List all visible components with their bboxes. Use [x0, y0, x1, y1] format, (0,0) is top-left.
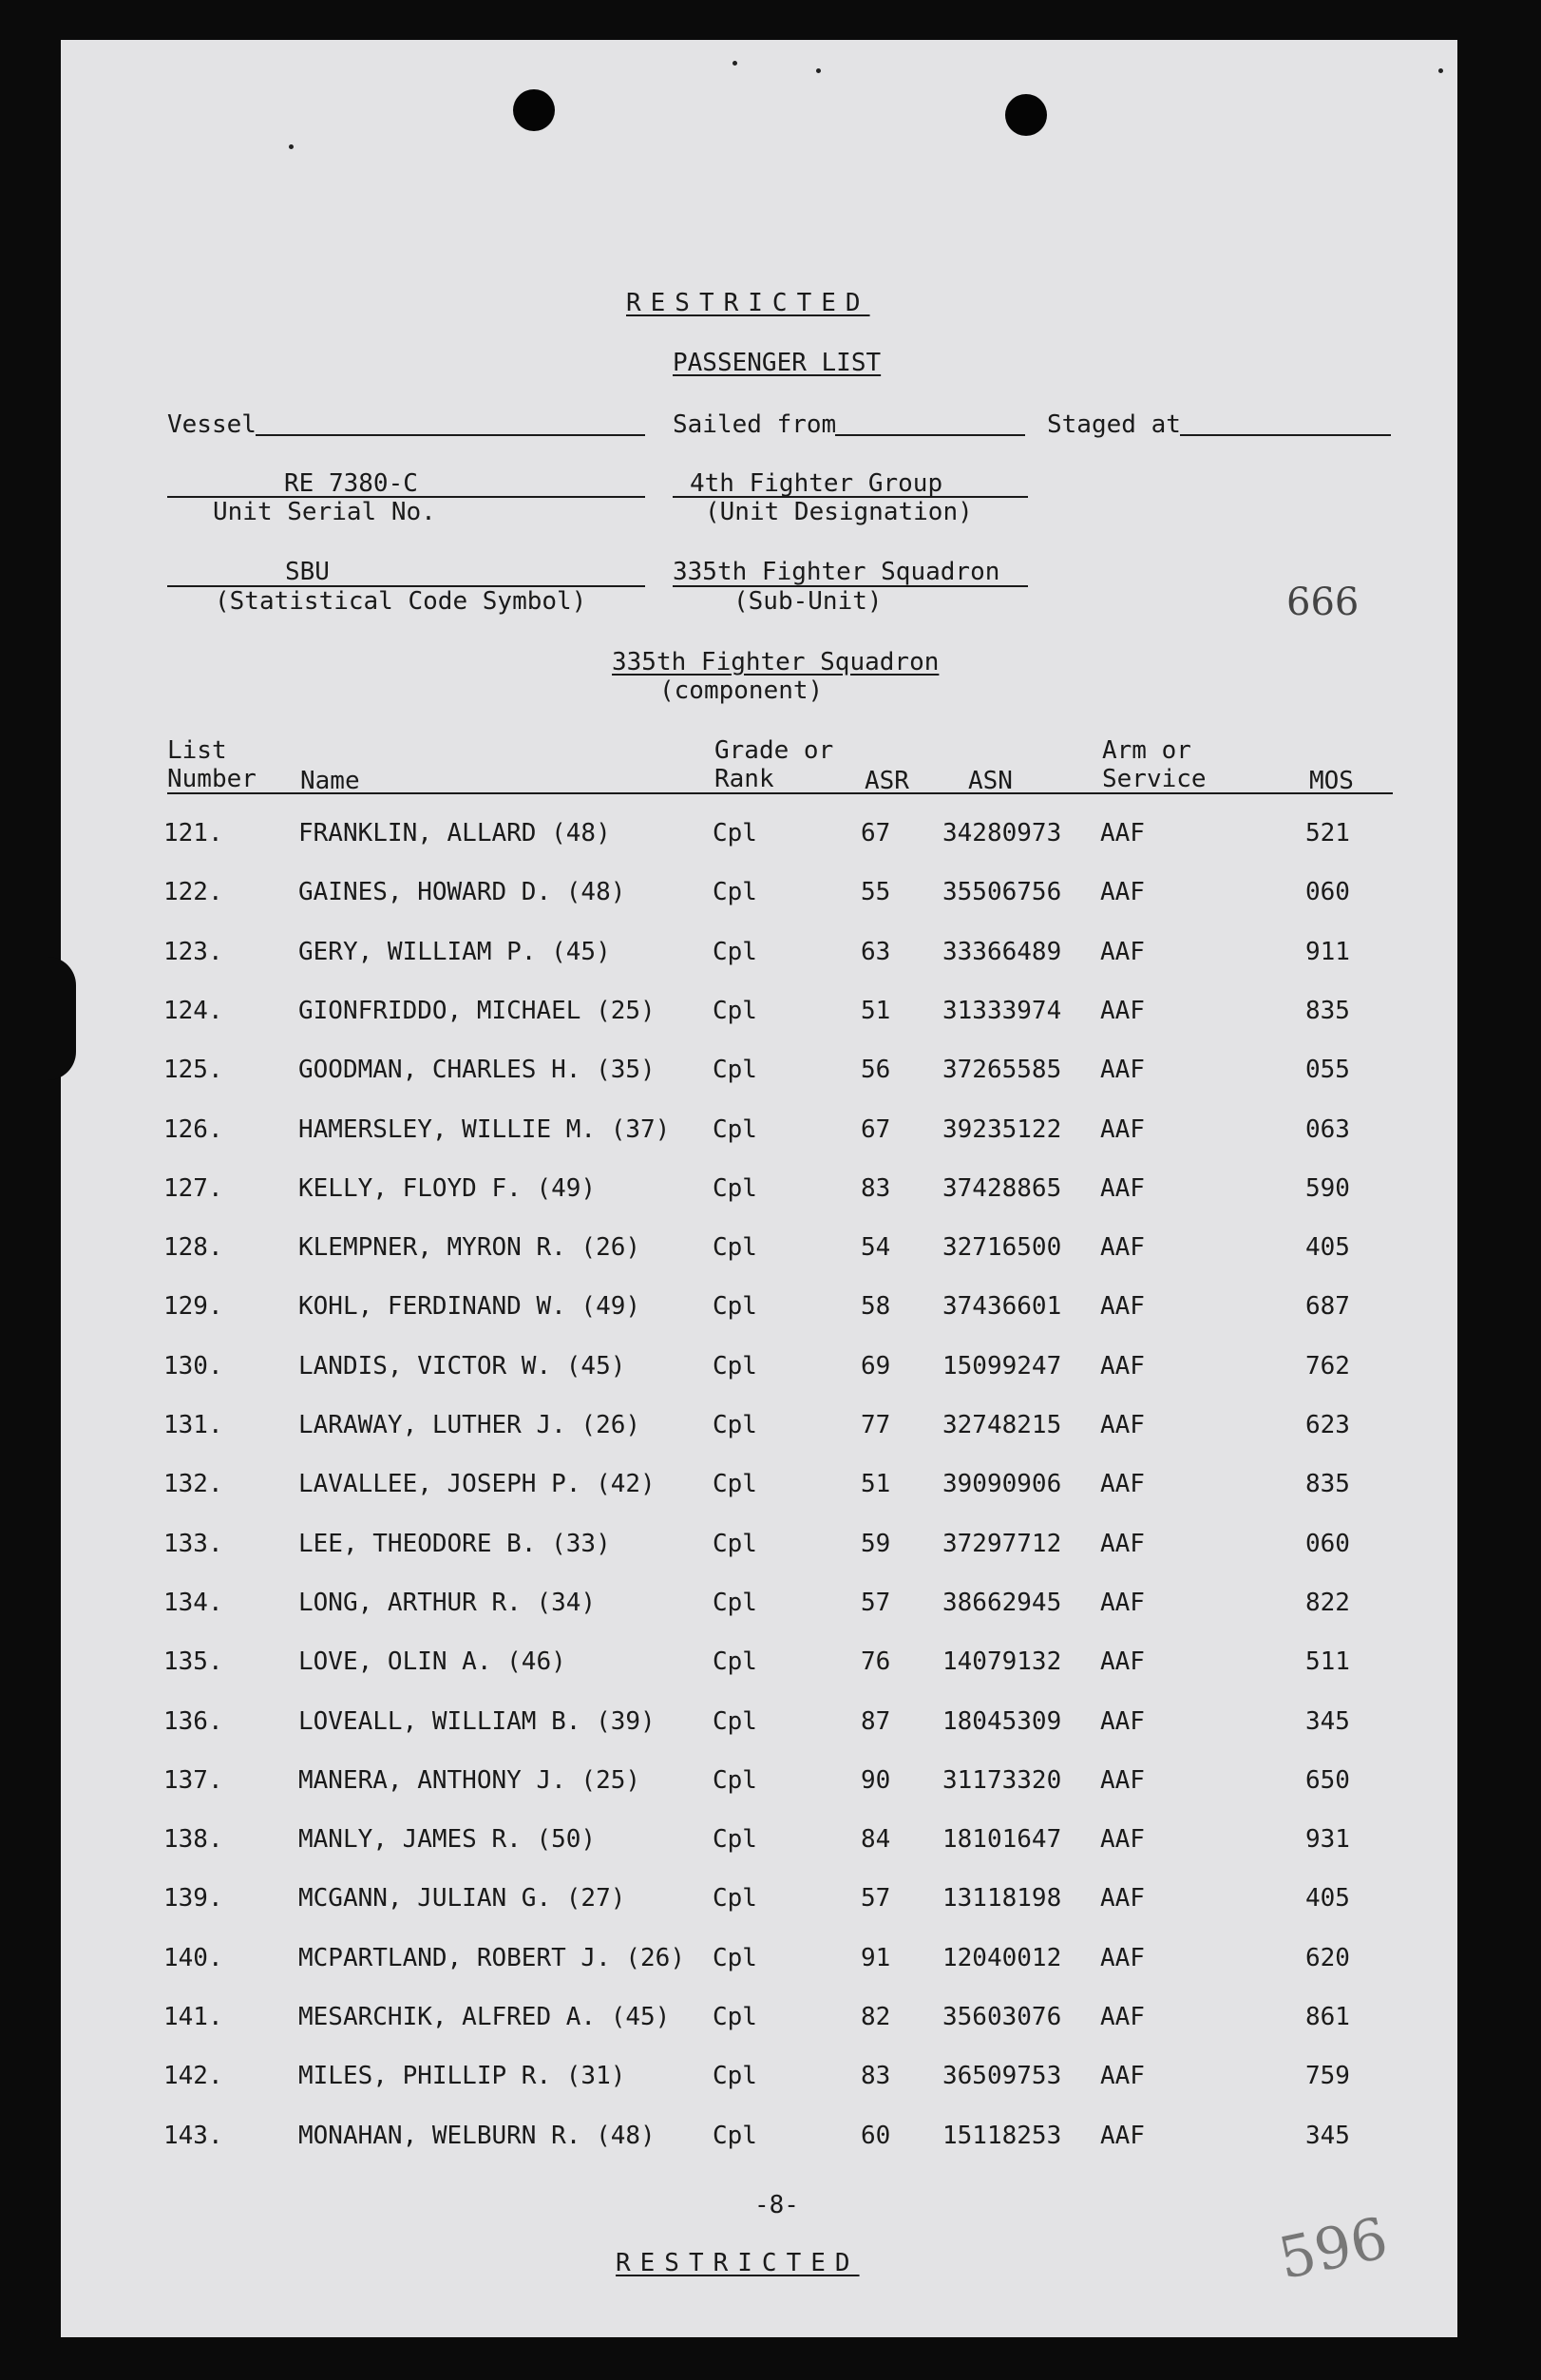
name-cell: GERY, WILLIAM P. (45)	[298, 937, 611, 966]
name-cell: LARAWAY, LUTHER J. (26)	[298, 1411, 641, 1439]
asn-cell: 39235122	[942, 1114, 1062, 1144]
name-cell: FRANKLIN, ALLARD (48)	[298, 819, 611, 847]
table-row	[61, 1470, 1457, 1508]
col-arm-1: Arm or	[1102, 736, 1191, 765]
asn-cell: 39090906	[942, 1470, 1062, 1499]
rank-cell: Cpl	[713, 1529, 757, 1558]
name-cell: LEE, THEODORE B. (33)	[298, 1529, 611, 1558]
col-list-number-1: List	[167, 736, 227, 765]
asn-cell: 12040012	[942, 1943, 1062, 1972]
asr-cell: 51	[861, 1470, 891, 1499]
asr-cell: 82	[861, 2003, 891, 2031]
name-cell: LOVEALL, WILLIAM B. (39)	[298, 1706, 656, 1736]
list-number-cell: 123.	[163, 937, 223, 966]
mos-cell: 861	[1305, 2003, 1350, 2031]
asr-cell: 54	[861, 1233, 891, 1263]
rank-cell: Cpl	[713, 1173, 757, 1203]
table-row	[61, 878, 1457, 916]
mos-cell: 762	[1305, 1351, 1350, 1380]
asn-cell: 31333974	[942, 996, 1062, 1025]
rank-cell: Cpl	[713, 1706, 757, 1736]
arm-cell: AAF	[1100, 1706, 1145, 1736]
col-asr: ASR	[865, 767, 909, 795]
asn-cell: 18045309	[942, 1706, 1062, 1736]
col-name: Name	[300, 767, 360, 795]
mos-cell: 759	[1305, 2062, 1350, 2091]
asn-cell: 31173320	[942, 1765, 1062, 1795]
rank-cell: Cpl	[713, 1765, 757, 1795]
name-cell: MCPARTLAND, ROBERT J. (26)	[298, 1943, 685, 1972]
asr-cell: 55	[861, 878, 891, 907]
arm-cell: AAF	[1100, 1056, 1145, 1085]
arm-cell: AAF	[1100, 1943, 1145, 1972]
table-row	[61, 819, 1457, 857]
mos-cell: 687	[1305, 1292, 1350, 1322]
sub-unit-value: 335th Fighter Squadron	[673, 558, 1000, 586]
table-row	[61, 2003, 1457, 2041]
asr-cell: 77	[861, 1411, 891, 1439]
asn-cell: 15099247	[942, 1351, 1062, 1380]
arm-cell: AAF	[1100, 819, 1145, 847]
asr-cell: 59	[861, 1529, 891, 1558]
rank-cell: Cpl	[713, 1470, 757, 1499]
arm-cell: AAF	[1100, 1233, 1145, 1263]
rank-cell: Cpl	[713, 878, 757, 907]
name-cell: LANDIS, VICTOR W. (45)	[298, 1351, 626, 1380]
mos-cell: 405	[1305, 1233, 1350, 1263]
list-number-cell: 124.	[163, 996, 223, 1025]
name-cell: MANLY, JAMES R. (50)	[298, 1825, 597, 1855]
component-value: 335th Fighter Squadron	[612, 648, 940, 676]
table-row	[61, 2122, 1457, 2160]
arm-cell: AAF	[1100, 1470, 1145, 1499]
rank-cell: Cpl	[713, 1884, 757, 1914]
asr-cell: 83	[861, 1173, 891, 1203]
asn-cell: 35603076	[942, 2003, 1062, 2031]
col-arm-2: Service	[1102, 765, 1207, 793]
col-mos: MOS	[1309, 767, 1354, 795]
arm-cell: AAF	[1100, 2121, 1145, 2150]
table-row	[61, 2062, 1457, 2100]
arm-cell: AAF	[1100, 1351, 1145, 1380]
table-row	[61, 1944, 1457, 1982]
list-number-cell: 128.	[163, 1233, 223, 1263]
table-row	[61, 1825, 1457, 1863]
rank-cell: Cpl	[713, 2121, 757, 2150]
asr-cell: 67	[861, 819, 891, 847]
table-row	[61, 1292, 1457, 1330]
arm-cell: AAF	[1100, 937, 1145, 966]
asr-cell: 90	[861, 1765, 891, 1795]
list-number-cell: 125.	[163, 1056, 223, 1085]
arm-cell: AAF	[1100, 1825, 1145, 1855]
unit-designation-value: 4th Fighter Group	[690, 469, 943, 498]
rank-cell: Cpl	[713, 1114, 757, 1144]
mos-cell: 911	[1305, 937, 1350, 966]
asr-cell: 83	[861, 2062, 891, 2091]
code-symbol-label: (Statistical Code Symbol)	[215, 587, 587, 616]
list-number-cell: 138.	[163, 1825, 223, 1855]
vessel-label: Vessel	[167, 410, 257, 439]
staged-blank	[1180, 434, 1391, 436]
list-number-cell: 134.	[163, 1588, 223, 1617]
arm-cell: AAF	[1100, 1529, 1145, 1558]
page-title: PASSENGER LIST	[673, 349, 882, 377]
rank-cell: Cpl	[713, 1825, 757, 1855]
table-row	[61, 1884, 1457, 1922]
name-cell: LOVE, OLIN A. (46)	[298, 1647, 566, 1677]
header-rule	[167, 792, 1393, 794]
name-cell: KLEMPNER, MYRON R. (26)	[298, 1233, 641, 1263]
mos-cell: 060	[1305, 878, 1350, 907]
rank-cell: Cpl	[713, 819, 757, 847]
list-number-cell: 127.	[163, 1173, 223, 1203]
asr-cell: 60	[861, 2121, 891, 2150]
rank-cell: Cpl	[713, 1647, 757, 1677]
table-row	[61, 997, 1457, 1035]
mos-cell: 931	[1305, 1825, 1350, 1855]
rank-cell: Cpl	[713, 1056, 757, 1085]
table-row	[61, 938, 1457, 976]
arm-cell: AAF	[1100, 1588, 1145, 1617]
mos-cell: 060	[1305, 1529, 1350, 1558]
speck	[732, 61, 737, 66]
asr-cell: 84	[861, 1825, 891, 1855]
asn-cell: 34280973	[942, 819, 1062, 847]
col-grade-2: Rank	[714, 765, 774, 793]
punch-hole	[1005, 94, 1047, 136]
asr-cell: 58	[861, 1292, 891, 1322]
punch-hole	[513, 89, 555, 131]
handwritten-note: 596	[1272, 2204, 1394, 2294]
code-symbol-value: SBU	[285, 558, 330, 586]
table-row	[61, 1766, 1457, 1804]
table-row	[61, 1352, 1457, 1390]
arm-cell: AAF	[1100, 1173, 1145, 1203]
asn-cell: 37436601	[942, 1292, 1062, 1322]
mos-cell: 521	[1305, 819, 1350, 847]
asn-cell: 32748215	[942, 1411, 1062, 1439]
restricted-header: RESTRICTED	[626, 289, 870, 317]
table-row	[61, 1174, 1457, 1212]
list-number-cell: 131.	[163, 1411, 223, 1439]
asn-cell: 15118253	[942, 2121, 1062, 2150]
col-list-number-2: Number	[167, 765, 257, 793]
rank-cell: Cpl	[713, 996, 757, 1025]
rank-cell: Cpl	[713, 1943, 757, 1972]
asn-cell: 13118198	[942, 1884, 1062, 1914]
staged-label: Staged at	[1047, 410, 1181, 439]
asr-cell: 63	[861, 937, 891, 966]
list-number-cell: 135.	[163, 1647, 223, 1677]
col-asn: ASN	[968, 767, 1013, 795]
mos-cell: 055	[1305, 1056, 1350, 1085]
name-cell: MANERA, ANTHONY J. (25)	[298, 1765, 641, 1795]
asn-cell: 37297712	[942, 1529, 1062, 1558]
rank-cell: Cpl	[713, 937, 757, 966]
name-cell: KELLY, FLOYD F. (49)	[298, 1173, 597, 1203]
name-cell: GOODMAN, CHARLES H. (35)	[298, 1056, 656, 1085]
rank-cell: Cpl	[713, 1292, 757, 1322]
name-cell: MCGANN, JULIAN G. (27)	[298, 1884, 626, 1914]
list-number-cell: 130.	[163, 1351, 223, 1380]
list-number-cell: 137.	[163, 1765, 223, 1795]
table-row	[61, 1056, 1457, 1094]
name-cell: LAVALLEE, JOSEPH P. (42)	[298, 1470, 656, 1499]
arm-cell: AAF	[1100, 1884, 1145, 1914]
arm-cell: AAF	[1100, 1647, 1145, 1677]
page-number: -8-	[754, 2191, 799, 2219]
mos-cell: 405	[1305, 1884, 1350, 1914]
name-cell: MESARCHIK, ALFRED A. (45)	[298, 2003, 671, 2031]
table-row	[61, 1589, 1457, 1627]
list-number-cell: 139.	[163, 1884, 223, 1914]
arm-cell: AAF	[1100, 996, 1145, 1025]
asr-cell: 56	[861, 1056, 891, 1085]
table-row	[61, 1233, 1457, 1271]
list-number-cell: 140.	[163, 1943, 223, 1972]
rank-cell: Cpl	[713, 1411, 757, 1439]
mos-cell: 650	[1305, 1765, 1350, 1795]
name-cell: MONAHAN, WELBURN R. (48)	[298, 2121, 656, 2150]
name-cell: GIONFRIDDO, MICHAEL (25)	[298, 996, 656, 1025]
sub-unit-label: (Sub-Unit)	[733, 587, 883, 616]
asr-cell: 69	[861, 1351, 891, 1380]
mos-cell: 623	[1305, 1411, 1350, 1439]
asr-cell: 57	[861, 1884, 891, 1914]
asr-cell: 87	[861, 1706, 891, 1736]
name-cell: HAMERSLEY, WILLIE M. (37)	[298, 1114, 671, 1144]
list-number-cell: 141.	[163, 2003, 223, 2031]
rank-cell: Cpl	[713, 1588, 757, 1617]
asn-cell: 35506756	[942, 878, 1062, 907]
arm-cell: AAF	[1100, 2062, 1145, 2091]
asr-cell: 51	[861, 996, 891, 1025]
name-cell: MILES, PHILLIP R. (31)	[298, 2062, 626, 2091]
asn-cell: 33366489	[942, 937, 1062, 966]
mos-cell: 822	[1305, 1588, 1350, 1617]
vessel-blank	[256, 434, 645, 436]
speck	[816, 68, 821, 73]
sailed-label: Sailed from	[673, 410, 837, 439]
unit-serial-label: Unit Serial No.	[213, 498, 436, 526]
name-cell: GAINES, HOWARD D. (48)	[298, 878, 626, 907]
name-cell: KOHL, FERDINAND W. (49)	[298, 1292, 641, 1322]
asn-cell: 38662945	[942, 1588, 1062, 1617]
arm-cell: AAF	[1100, 1765, 1145, 1795]
mos-cell: 620	[1305, 1943, 1350, 1972]
arm-cell: AAF	[1100, 1411, 1145, 1439]
rank-cell: Cpl	[713, 2062, 757, 2091]
asr-cell: 57	[861, 1588, 891, 1617]
table-row	[61, 1411, 1457, 1449]
speck	[289, 144, 294, 149]
list-number-cell: 129.	[163, 1292, 223, 1322]
table-row	[61, 1115, 1457, 1153]
speck	[1438, 68, 1443, 73]
list-number-cell: 142.	[163, 2062, 223, 2091]
mos-cell: 835	[1305, 996, 1350, 1025]
asr-cell: 67	[861, 1114, 891, 1144]
asn-cell: 37265585	[942, 1056, 1062, 1085]
asn-cell: 14079132	[942, 1647, 1062, 1677]
asn-cell: 37428865	[942, 1173, 1062, 1203]
list-number-cell: 133.	[163, 1529, 223, 1558]
asn-cell: 18101647	[942, 1825, 1062, 1855]
list-number-cell: 122.	[163, 878, 223, 907]
unit-designation-label: (Unit Designation)	[705, 498, 973, 526]
restricted-footer: RESTRICTED	[616, 2249, 860, 2277]
list-number-cell: 121.	[163, 819, 223, 847]
table-row	[61, 1530, 1457, 1568]
list-number-cell: 132.	[163, 1470, 223, 1499]
arm-cell: AAF	[1100, 1292, 1145, 1322]
asr-cell: 91	[861, 1943, 891, 1972]
arm-cell: AAF	[1100, 1114, 1145, 1144]
table-row	[61, 1647, 1457, 1685]
component-label: (component)	[659, 676, 824, 705]
asn-cell: 32716500	[942, 1233, 1062, 1263]
col-grade-1: Grade or	[714, 736, 834, 765]
mos-cell: 835	[1305, 1470, 1350, 1499]
mos-cell: 063	[1305, 1114, 1350, 1144]
arm-cell: AAF	[1100, 878, 1145, 907]
table-row	[61, 1707, 1457, 1745]
stamp-number: 666	[1286, 581, 1360, 624]
arm-cell: AAF	[1100, 2003, 1145, 2031]
asn-cell: 36509753	[942, 2062, 1062, 2091]
list-number-cell: 143.	[163, 2121, 223, 2150]
document-page	[61, 40, 1457, 2337]
unit-serial-value: RE 7380-C	[284, 469, 418, 498]
mos-cell: 345	[1305, 2121, 1350, 2150]
list-number-cell: 136.	[163, 1706, 223, 1736]
mos-cell: 511	[1305, 1647, 1350, 1677]
mos-cell: 590	[1305, 1173, 1350, 1203]
sailed-blank	[835, 434, 1025, 436]
name-cell: LONG, ARTHUR R. (34)	[298, 1588, 597, 1617]
rank-cell: Cpl	[713, 2003, 757, 2031]
mos-cell: 345	[1305, 1706, 1350, 1736]
asr-cell: 76	[861, 1647, 891, 1677]
list-number-cell: 126.	[163, 1114, 223, 1144]
rank-cell: Cpl	[713, 1233, 757, 1263]
rank-cell: Cpl	[713, 1351, 757, 1380]
